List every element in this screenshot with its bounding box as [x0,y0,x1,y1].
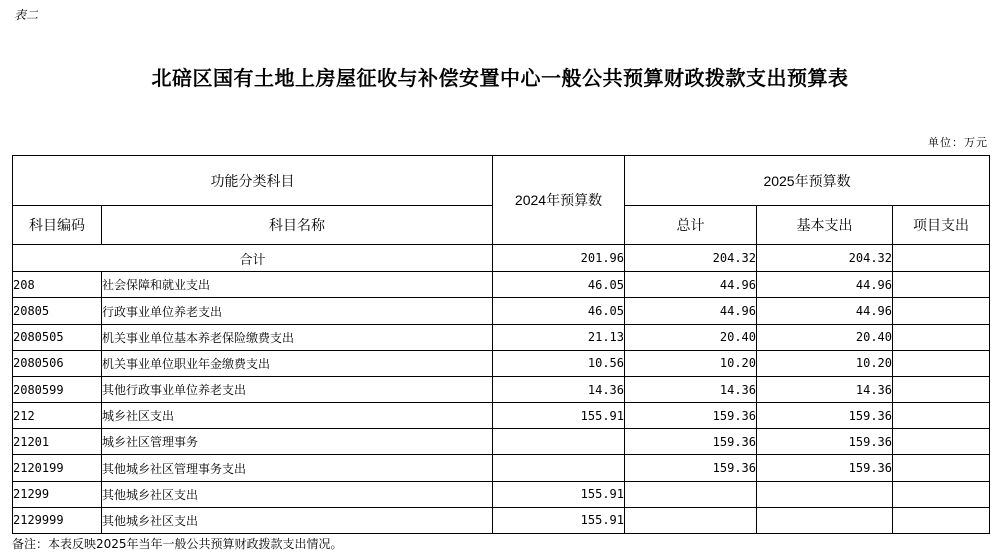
page-title: 北碚区国有土地上房屋征收与补偿安置中心一般公共预算财政拨款支出预算表 [151,66,849,90]
row-name: 机关事业单位基本养老保险缴费支出 [102,324,493,350]
row-name: 其他城乡社区管理事务支出 [102,455,493,481]
row-code: 2080505 [13,324,102,350]
budget-table [12,155,989,534]
row-budget-2025-basic: 10.20 [757,350,893,376]
table-row [13,298,990,324]
row-code: 2129999 [13,507,102,533]
table-row [13,403,990,429]
row-budget-2024: 155.91 [493,481,625,507]
row-name: 其他城乡社区支出 [102,481,493,507]
row-budget-2024: 155.91 [493,403,625,429]
row-name: 城乡社区支出 [102,403,493,429]
header-functional-category: 功能分类科目 [13,156,493,206]
header-budget-2024: 2024年预算数 [493,156,625,245]
row-code: 2080599 [13,376,102,402]
row-budget-2025-total [625,481,757,507]
total-label: 合计 [13,245,493,272]
row-budget-2025-total: 20.40 [625,324,757,350]
row-name: 其他城乡社区支出 [102,507,493,533]
total-budget-2025-total: 204.32 [625,245,757,272]
row-budget-2024: 155.91 [493,507,625,533]
header-name: 科目名称 [102,206,493,245]
row-code: 21299 [13,481,102,507]
row-code: 2080506 [13,350,102,376]
row-budget-2025-project [893,350,990,376]
header-code: 科目编码 [13,206,102,245]
row-budget-2025-basic: 159.36 [757,403,893,429]
header-project: 项目支出 [893,206,990,245]
total-budget-2025-project [893,245,990,272]
row-budget-2024: 46.05 [493,298,625,324]
row-budget-2024 [493,455,625,481]
row-name: 机关事业单位职业年金缴费支出 [102,350,493,376]
row-budget-2025-basic: 159.36 [757,429,893,455]
header-basic: 基本支出 [757,206,893,245]
row-name: 社会保障和就业支出 [102,272,493,298]
row-budget-2025-total [625,507,757,533]
row-budget-2025-basic: 20.40 [757,324,893,350]
total-budget-2025-basic: 204.32 [757,245,893,272]
row-budget-2024 [493,429,625,455]
table-row [13,324,990,350]
row-budget-2025-total: 159.36 [625,455,757,481]
row-budget-2025-project [893,403,990,429]
total-row [13,245,990,272]
row-name: 其他行政事业单位养老支出 [102,376,493,402]
row-budget-2024: 46.05 [493,272,625,298]
row-name: 行政事业单位养老支出 [102,298,493,324]
row-budget-2025-project [893,481,990,507]
row-budget-2024: 10.56 [493,350,625,376]
table-row [13,350,990,376]
table-row [13,507,990,533]
row-budget-2025-project [893,376,990,402]
row-budget-2025-project [893,298,990,324]
row-budget-2025-basic [757,481,893,507]
table-row [13,429,990,455]
row-budget-2025-basic: 14.36 [757,376,893,402]
row-name: 城乡社区管理事务 [102,429,493,455]
table-number: 表二 [14,8,39,22]
row-code: 2120199 [13,455,102,481]
row-budget-2025-total: 159.36 [625,429,757,455]
row-code: 212 [13,403,102,429]
table-row [13,376,990,402]
table-row [13,455,990,481]
total-budget-2024: 201.96 [493,245,625,272]
row-code: 208 [13,272,102,298]
row-code: 21201 [13,429,102,455]
row-budget-2025-total: 44.96 [625,272,757,298]
row-budget-2025-project [893,429,990,455]
row-budget-2024: 14.36 [493,376,625,402]
row-budget-2024: 21.13 [493,324,625,350]
row-budget-2025-total: 14.36 [625,376,757,402]
header-total: 总计 [625,206,757,245]
row-code: 20805 [13,298,102,324]
row-budget-2025-project [893,507,990,533]
table-row [13,272,990,298]
header-budget-2025: 2025年预算数 [625,156,990,206]
row-budget-2025-project [893,324,990,350]
row-budget-2025-total: 10.20 [625,350,757,376]
row-budget-2025-project [893,455,990,481]
row-budget-2025-basic: 44.96 [757,298,893,324]
row-budget-2025-basic [757,507,893,533]
footnote: 备注：本表反映2025年当年一般公共预算财政拨款支出情况。 [12,537,343,551]
unit-note: 单位：万元 [928,136,988,149]
table-row [13,481,990,507]
row-budget-2025-total: 159.36 [625,403,757,429]
row-budget-2025-total: 44.96 [625,298,757,324]
row-budget-2025-project [893,272,990,298]
row-budget-2025-basic: 159.36 [757,455,893,481]
row-budget-2025-basic: 44.96 [757,272,893,298]
